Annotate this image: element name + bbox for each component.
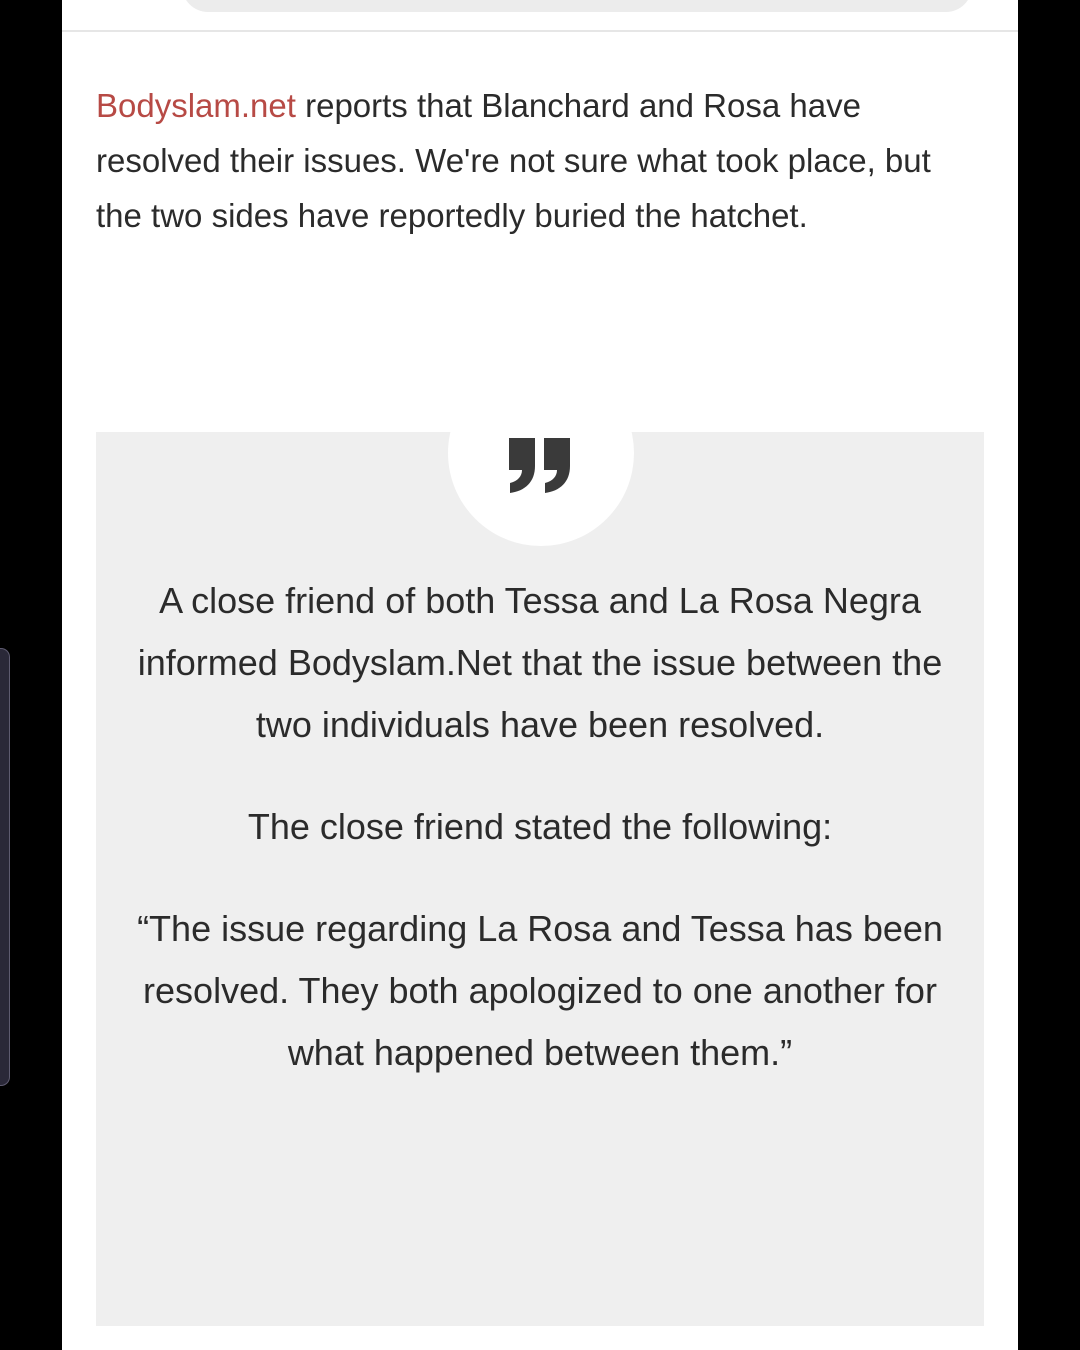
right-screen-border [1018, 0, 1080, 1350]
edge-panel-handle[interactable] [0, 648, 10, 1086]
article-intro-paragraph [96, 78, 976, 243]
quote-paragraph-3: “The issue regarding La Rosa and Tessa has been resolved. They both apologized to one another for what happened between them.” [137, 908, 943, 1073]
article-page [62, 0, 1018, 1350]
quote-paragraph-2: The close friend stated the following: [247, 806, 833, 847]
blockquote-text [122, 570, 958, 1124]
header-divider [62, 30, 1018, 32]
quote-paragraph-1: A close friend of both Tessa and La Rosa Negra informed Bodyslam.Net that the issue between the two individuals have been resolved. [137, 580, 943, 745]
bodyslam-source-link[interactable]: Bodyslam.net [96, 87, 296, 124]
top-search-pill[interactable] [182, 0, 972, 12]
intro-text: reports that Blanchard and Rosa have resolved their issues. We're not sure what took place, but the two sides have reportedly buried the hatchet. [96, 87, 931, 234]
quote-icon [507, 436, 573, 494]
